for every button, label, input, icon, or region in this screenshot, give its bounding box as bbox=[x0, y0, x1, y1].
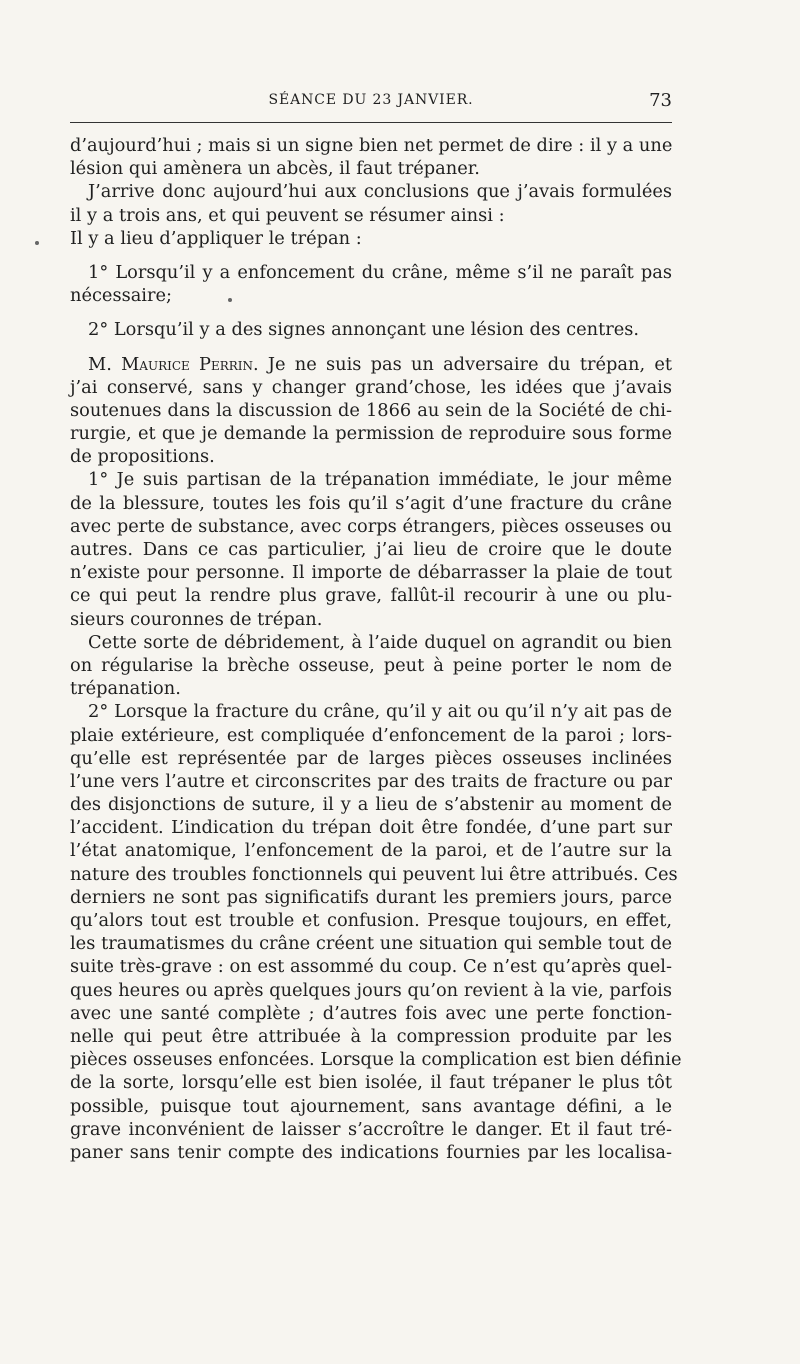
text-line: l’accident. L’indication du trépan doit être fondée, d’une part sur bbox=[70, 817, 672, 839]
text-line: nelle qui peut être attribuée à la compression produite par les bbox=[70, 1025, 672, 1047]
text-line: qu’alors tout est trouble et confusion. Presque toujours, en effet, bbox=[70, 910, 672, 931]
text-line: qu’elle est représentée par de larges pièces osseuses inclinées bbox=[70, 747, 672, 769]
text-line: derniers ne sont pas significatifs durant les premiers jours, parce bbox=[70, 886, 672, 908]
text-line: de la sorte, lorsqu’elle est bien isolée, il faut trépaner le plus tôt bbox=[70, 1072, 672, 1094]
text-line: sieurs couronnes de trépan. bbox=[70, 608, 323, 630]
text-line: autres. Dans ce cas particulier, j’ai lieu de croire que le doute bbox=[70, 539, 672, 560]
text-line: rurgie, et que je demande la permission de reproduire sous forme bbox=[70, 423, 672, 445]
text-line: il y a trois ans, et qui peuvent se résumer ainsi : bbox=[70, 204, 505, 226]
text-line: possible, puisque tout ajournement, sans avantage défini, a le bbox=[70, 1095, 672, 1117]
text-line: soutenues dans la discussion de 1866 au sein de la Société de chi- bbox=[70, 399, 672, 421]
text-line: 1° Je suis partisan de la trépanation immédiate, le jour même bbox=[88, 469, 672, 491]
text-line: lésion qui amènera un abcès, il faut trépaner. bbox=[70, 158, 480, 180]
text-line: plaie extérieure, est compliquée d’enfoncement de la paroi ; lors- bbox=[70, 724, 672, 746]
text-line: avec perte de substance, avec corps étrangers, pièces osseuses ou bbox=[70, 515, 672, 537]
margin-dot bbox=[35, 241, 39, 245]
text-line: nature des troubles fonctionnels qui peuvent lui être attribués. Ces bbox=[70, 863, 678, 885]
text-line: l’état anatomique, l’enfoncement de la paroi, et de l’autre sur la bbox=[70, 840, 672, 862]
running-head bbox=[70, 84, 672, 120]
text-line: l’une vers l’autre et circonscrites par des traits de fracture ou par bbox=[70, 770, 672, 792]
text-line: suite très-grave : on est assommé du coup. Ce n’est qu’après quel- bbox=[70, 956, 672, 978]
text-line: des disjonctions de suture, il y a lieu de s’abstenir au moment de bbox=[70, 794, 672, 816]
paragraph-gap bbox=[70, 307, 672, 318]
text-line: les traumatismes du crâne créent une situation qui semble tout de bbox=[70, 933, 672, 955]
text-line: 1° Lorsqu’il y a enfoncement du crâne, même s’il ne paraît pas bbox=[88, 261, 672, 283]
speaker-rest: Je ne suis pas un adversaire du trépan, et bbox=[258, 353, 672, 375]
text-line: on régularise la brèche osseuse, peut à peine porter le nom de bbox=[70, 654, 672, 676]
page-number: 73 bbox=[649, 90, 672, 111]
text-line: 2° Lorsque la fracture du crâne, qu’il y ait ou qu’il n’y ait pas de bbox=[88, 701, 672, 723]
text-line: d’aujourd’hui ; mais si un signe bien net permet de dire : il y a une bbox=[70, 135, 673, 156]
header-title: SÉANCE DU 23 JANVIER. bbox=[268, 92, 474, 108]
speaker-name: M. Maurice Perrin. bbox=[88, 353, 259, 375]
text-line: ce qui peut la rendre plus grave, fallût-il recourir à une ou plu- bbox=[70, 585, 672, 607]
paragraph-gap bbox=[70, 250, 672, 261]
text-line: Cette sorte de débridement, à l’aide duquel on agrandit ou bien bbox=[88, 631, 672, 653]
text-line: paner sans tenir compte des indications fournies par les localisa- bbox=[70, 1141, 672, 1163]
text-line: grave inconvénient de laisser s’accroître le danger. Et il faut tré- bbox=[70, 1118, 672, 1140]
text-line: 2° Lorsqu’il y a des signes annonçant une lésion des centres. bbox=[88, 319, 640, 341]
text-line: nécessaire; bbox=[70, 285, 173, 307]
text-line: J’arrive donc aujourd’hui aux conclusions que j’avais formulées bbox=[88, 181, 672, 203]
speaker-line bbox=[70, 353, 672, 376]
text-line: Il y a lieu d’appliquer le trépan : bbox=[70, 227, 362, 249]
text-line: pièces osseuses enfoncées. Lorsque la complication est bien définie bbox=[70, 1049, 682, 1071]
text-line: de la blessure, toutes les fois qu’il s’agit d’une fracture du crâne bbox=[70, 492, 672, 514]
text-line: ques heures ou après quelques jours qu’on revient à la vie, parfois bbox=[70, 979, 672, 1001]
text-line: de propositions. bbox=[70, 446, 215, 468]
header-rule bbox=[70, 122, 672, 123]
text-line: j’ai conservé, sans y changer grand’chose, les idées que j’avais bbox=[70, 376, 672, 398]
body-text bbox=[70, 134, 682, 1164]
text-line: trépanation. bbox=[70, 678, 181, 700]
paragraph-gap bbox=[70, 342, 672, 353]
text-line: avec une santé complète ; d’autres fois avec une perte fonction- bbox=[70, 1002, 672, 1024]
text-line: n’existe pour personne. Il importe de débarrasser la plaie de tout bbox=[70, 562, 672, 584]
